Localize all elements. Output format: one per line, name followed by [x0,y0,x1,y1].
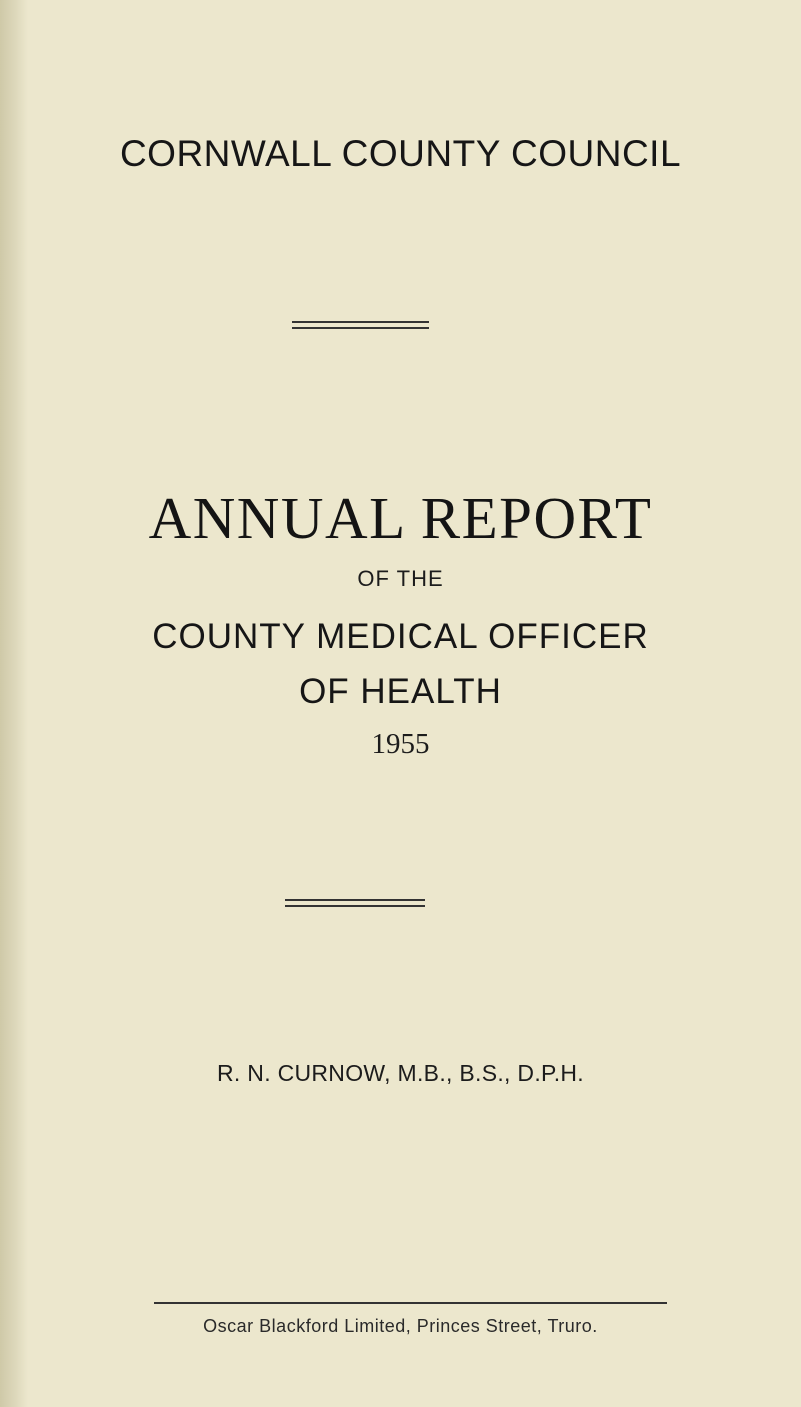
author-name: R. N. CURNOW, M.B., B.S., D.P.H. [217,1060,584,1086]
printer-imprint: Oscar Blackford Limited, Princes Street, Truro. [203,1316,598,1336]
footer-rule [154,1302,667,1304]
double-rule-bottom [285,899,425,907]
council-heading: CORNWALL COUNTY COUNCIL [119,133,682,174]
report-title: ANNUAL REPORT [148,485,653,551]
double-rule-top [292,321,429,329]
title-connector: OF THE [357,566,444,591]
report-subtitle-line1: COUNTY MEDICAL OFFICER [152,617,649,656]
report-subtitle-line2: OF HEALTH [299,672,502,711]
report-year: 1955 [371,728,430,760]
